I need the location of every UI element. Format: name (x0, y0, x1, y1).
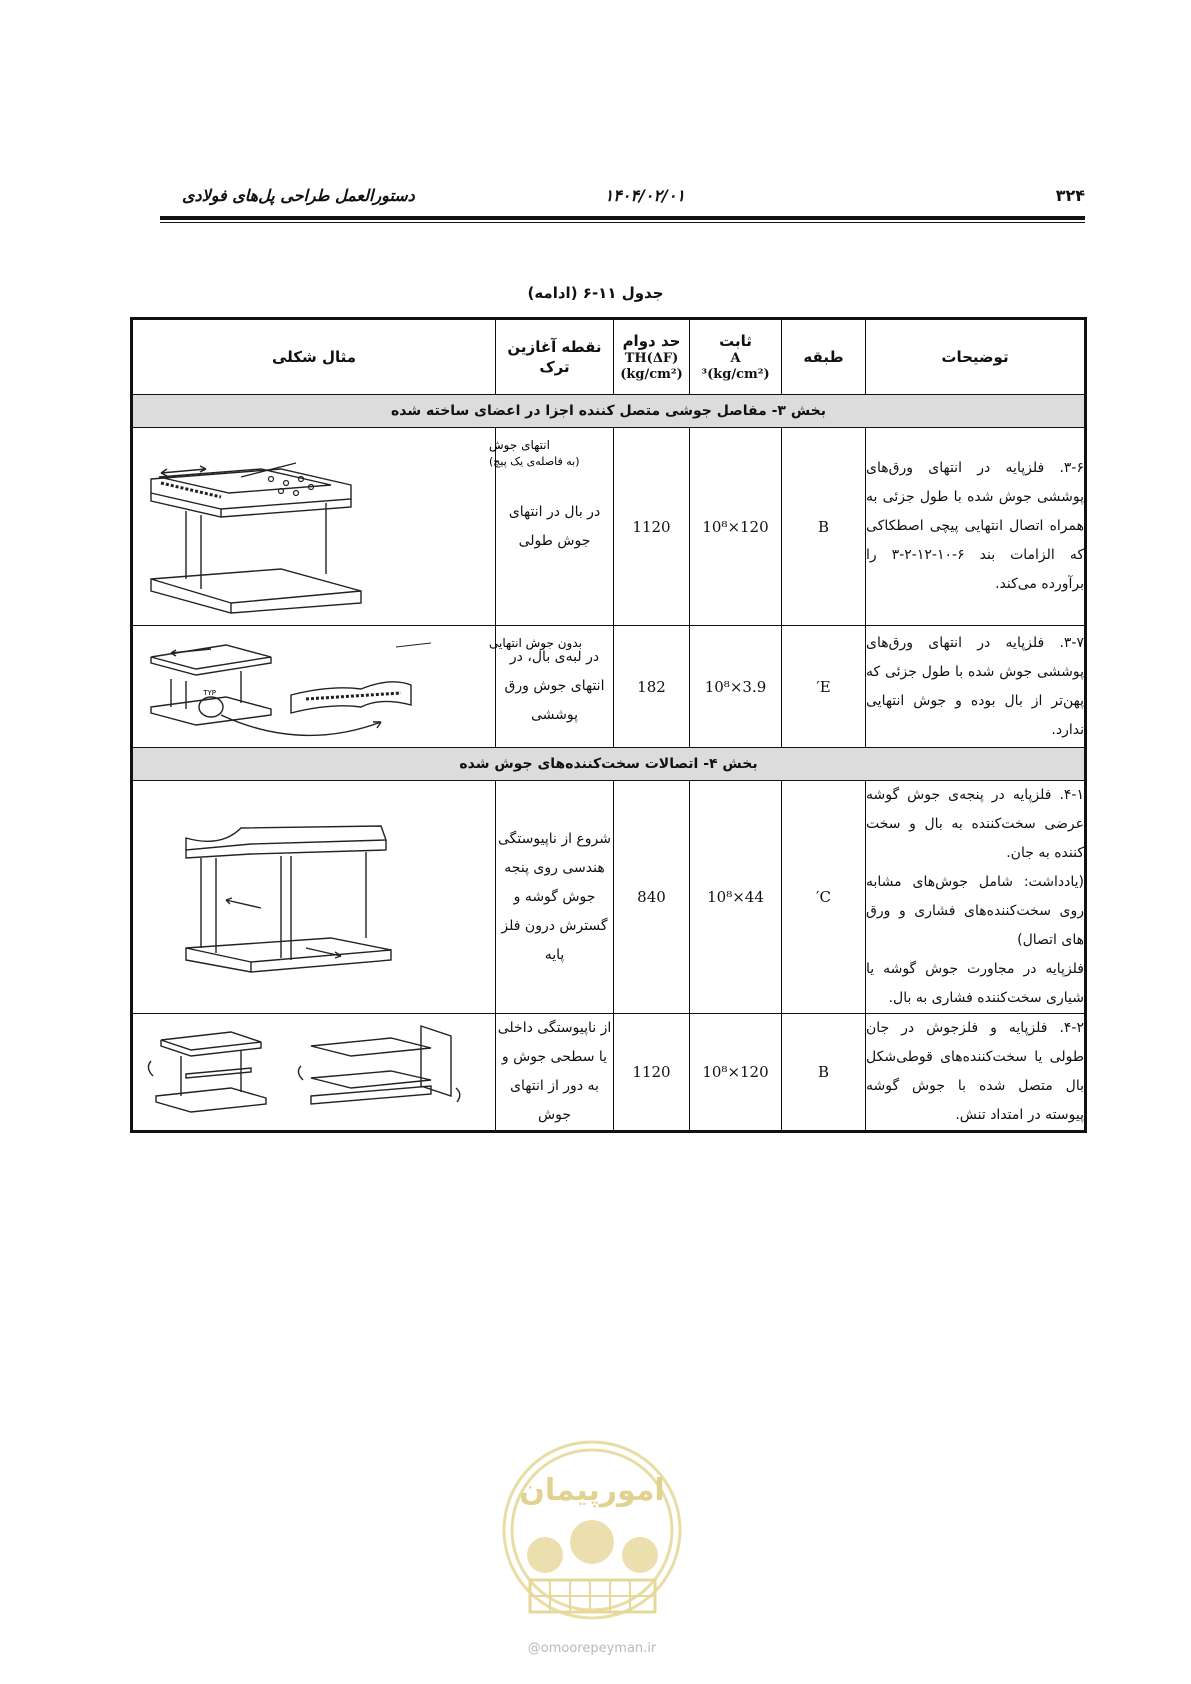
row-threshold: 182 (614, 626, 690, 748)
watermark-logo (490, 1430, 695, 1660)
header-rule-thick (160, 216, 1085, 220)
row-constant: 120×10⁸ (690, 1014, 782, 1132)
col-constant-unit: A (730, 351, 741, 366)
col-constant (690, 319, 782, 395)
col-threshold (614, 319, 690, 395)
row-threshold: 840 (614, 781, 690, 1014)
table-row (132, 781, 1086, 1014)
watermark (490, 1430, 695, 1660)
fig-label-typ: TYP (203, 688, 216, 697)
row-description: ۴-۱. فلزپایه در پنجه‌ی جوش گوشه عرضی سخت‌کننده به بال و سخت کننده به جان. (یادداشت: شامل جوش‌های مشابه روی سخت‌کننده‌های فشاری و ورق های اتصال) فلزپایه در مجاورت جوش گوشه یا شیاری سخت‌کننده فشاری به بال. (866, 781, 1086, 1014)
row-figure (132, 781, 496, 1014)
col-constant-dim: (kg/cm²)³ (701, 367, 770, 382)
col-figure: مثال شکلی (132, 319, 496, 395)
page-header (160, 186, 1085, 210)
row-category: B (782, 428, 866, 626)
col-crack-point: نقطه آغازین ترک (496, 319, 614, 395)
beam-longitudinal-stiffener-figure (131, 1016, 495, 1128)
col-threshold-label: حد دوام (622, 332, 681, 350)
col-category: طبقه (782, 319, 866, 395)
row-threshold: 1120 (614, 428, 690, 626)
page-number: ۳۲۴ (1055, 186, 1085, 205)
row-description: ۴-۲. فلزپایه و فلزجوش در جان طولی یا سخت‌کننده‌های قوطی‌شکل بال متصل شده با جوش گوشه پیوسته در امتداد تنش. (866, 1014, 1086, 1132)
beam-transverse-stiffener-figure (131, 788, 495, 1006)
fig-label-no-end-weld: بدون جوش انتهایی (489, 635, 582, 650)
row-constant: 120×10⁸ (690, 428, 782, 626)
table-row (132, 626, 1086, 748)
row-category: B (782, 1014, 866, 1132)
header-title: دستورالعمل طراحی پل‌های فولادی (182, 186, 415, 205)
table-row (132, 1014, 1086, 1132)
section-3-row (132, 395, 1086, 428)
table-caption: جدول ۱۱-۶ (ادامه) (527, 284, 664, 302)
row-crack-point: در بال در انتهای جوش طولی (496, 428, 614, 626)
col-threshold-unit: (kg/cm²) (620, 367, 683, 382)
row-category: E′ (782, 626, 866, 748)
fatigue-category-table (130, 317, 1087, 1133)
row-crack-point: از ناپیوستگی داخلی یا سطحی جوش و به دور از انتهای جوش (496, 1014, 614, 1132)
row-description: ۳-۷. فلزپایه در انتهای ورق‌های پوششی جوش شده با طول جزئی که پهن‌تر از بال بوده و جوش انتهایی ندارد. (866, 626, 1086, 748)
header-rule-thin (160, 222, 1085, 223)
header-date: ۱۴۰۴/۰۲/۰۱ (604, 186, 685, 205)
table-row (132, 428, 1086, 626)
section-3-title: بخش ۳- مفاصل جوشی متصل کننده اجزا در اعضای ساخته شده (132, 395, 1086, 428)
section-4-title: بخش ۴- اتصالات سخت‌کننده‌های جوش شده (132, 748, 1086, 781)
watermark-url: @omoorepeyman.ir (527, 1641, 657, 1656)
row-figure (132, 1014, 496, 1132)
row-description: ۳-۶. فلزپایه در انتهای ورق‌های پوششی جوش شده با طول جزئی به همراه اتصال انتهایی پیچی اصطکاکی که الزامات بند ۶-۱۰-۱۲-۲-۳ را برآورده می‌کند. (866, 428, 1086, 626)
row-crack-point: در لبه‌ی بال، در انتهای جوش ورق پوششی (496, 626, 614, 748)
section-4-row (132, 748, 1086, 781)
col-threshold-symbol: (ΔF)TH (624, 351, 679, 366)
col-description: توضیحات (866, 319, 1086, 395)
row-crack-point: شروع از ناپیوستگی هندسی روی پنجه جوش گوشه و گسترش درون فلز پایه (496, 781, 614, 1014)
table-header-row (132, 319, 1086, 395)
watermark-logo-text: امورپیمان (519, 1473, 665, 1508)
row-constant: 44×10⁸ (690, 781, 782, 1014)
row-constant: 3.9×10⁸ (690, 626, 782, 748)
fig-label-weld-end: انتهای جوش (489, 437, 550, 452)
row-category: C′ (782, 781, 866, 1014)
fig-label-bolt-spacing: (به فاصله‌ی یک پیچ) (489, 454, 580, 468)
col-constant-label: ثابت (719, 332, 752, 350)
row-threshold: 1120 (614, 1014, 690, 1132)
